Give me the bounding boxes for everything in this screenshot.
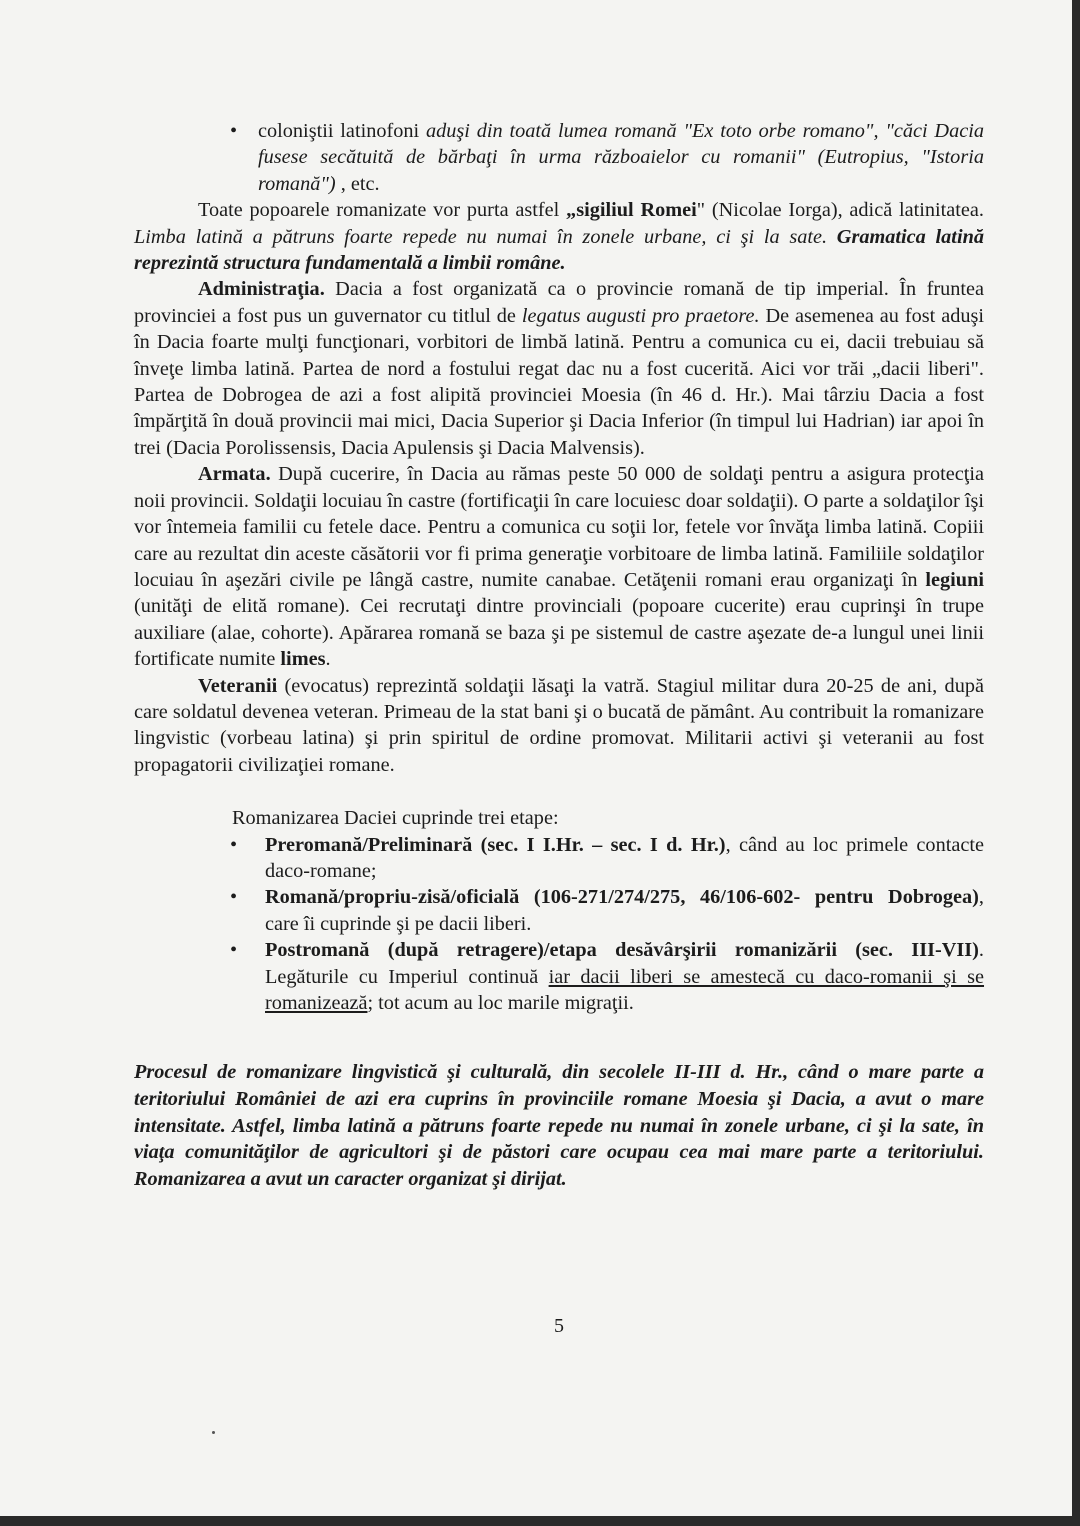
heading-armata: Armata.	[198, 463, 271, 486]
heading-veteranii: Veteranii	[198, 674, 278, 697]
paragraph-armata: Armata. După cucerire, în Dacia au rămas peste 50 000 de soldaţi pentru a asigura protecţia noii provincii. Soldaţii locuiau în castre (fortificaţii în care locuiesc doar soldaţii). O parte a soldaţilor îşi vor întemeia familii cu fetele dace. Pentru a comunica cu soţii lor, fetele vor învăţa limba latină. Copiii care au rezultat din aceste căsătorii vor fi prima generaţie vorbitoare de limba latină. Familiile soldaţilor locuiau în aşezări civile pe lângă castre, numite canabae. Cetăţenii romani erau organizaţi în legiuni (unităţi de elită romane). Cei recrutaţi dintre provinciali (popoare cucerite) erau cuprinşi în trupe auxiliare (alae, cohorte). Apărarea romană se baza şi pe sistemul de castre aşezate de-a lungul unei linii fortificate numite limes.	[134, 463, 984, 671]
intro-bullet	[134, 118, 984, 197]
bullet-dot-icon: •	[230, 833, 238, 856]
gramatica-statement: Gramatica latină reprezintă structura fundamentală a limbii române.	[134, 225, 984, 275]
sigiliul-romei: „sigiliul Romei	[566, 199, 697, 222]
stage-romana: • Romană/propriu-zisă/oficială (106-271/274/275, 46/106-602- pentru Dobrogea), care îi cuprinde şi pe dacii liberi.	[230, 886, 984, 935]
stages-lead: Romanizarea Daciei cuprinde trei etape:	[232, 807, 559, 830]
heading-administratia: Administraţia.	[198, 278, 325, 301]
stage-preromana: • Preromană/Preliminară (sec. I I.Hr. – sec. I d. Hr.), când au loc primele contacte daco-romane;	[230, 833, 984, 882]
summary-paragraph: Procesul de romanizare lingvistică şi culturală, din secolele II-III d. Hr., când o mare parte a teritoriului României de azi era cuprins în provinciile romane Moesia şi Dacia, a avut o mare intensitate. Astfel, limba latină a pătruns foarte repede nu numai în zonele urbane, ci şi la sate, în viaţa comunităţilor de agricultori şi de păstori care ocupau cea mai mare parte a teritoriului. Romanizarea a avut un caracter organizat şi dirijat.	[134, 1061, 984, 1190]
scan-speck	[212, 1431, 215, 1434]
legatus-title: legatus augusti pro praetore.	[521, 304, 760, 327]
document-page	[134, 118, 985, 1337]
page-number: 5	[554, 1315, 564, 1337]
intro-text: coloniştii latinofoni	[258, 120, 426, 142]
scan-edge-right	[1072, 0, 1080, 1526]
intro-tail: , etc.	[335, 172, 380, 195]
paragraph-veteranii: Veteranii (evocatus) reprezintă soldaţii lăsaţi la vatră. Stagiul militar dura 20-25 de ani, după care soldatul devenea veteran. Primeau de la stat bani şi o bucată de pământ. Au contribuit la romanizare lingvistic (vorbeau latina) şi prin spiritul de ordine promovat. Militarii activi şi veteranii au fost propagatorii civilizaţiei romane.	[134, 674, 984, 776]
underlined-phrase: iar dacii liberi se amestecă cu daco-romanii şi se romanizează	[265, 965, 985, 1014]
limes-term: limes	[280, 648, 326, 671]
intro-quote: aduşi din toată lumea romană "Ex toto orbe romano", "căci Dacia fusese secătuită de bărbaţi în urma războaielor cu romanii" (Eutropius, "Istoria romană")	[258, 120, 984, 195]
paragraph-sigiliul: Toate popoarele romanizate vor purta astfel „sigiliul Romei" (Nicolae Iorga), adică latinitatea. Limba latină a pătruns foarte repede nu numai în zonele urbane, ci şi la sate. Gramatica latină reprezintă structura fundamentală a limbii române.	[134, 199, 984, 275]
bullet-dot-icon: •	[230, 886, 238, 909]
bullet-dot-icon: •	[230, 120, 238, 142]
bullet-dot-icon: •	[230, 939, 238, 962]
scan-edge-bottom	[0, 1516, 1080, 1526]
stage-postromana: • Postromană (după retragere)/etapa desăvârşirii romanizării (sec. III-VII). Legăturile cu Imperiul continuă iar dacii liberi se amestecă cu daco-romanii şi se romanizează; tot acum au loc marile migraţii.	[230, 939, 985, 1014]
paragraph-administratia: Administraţia. Dacia a fost organizată ca o provincie romană de tip imperial. În fruntea provinciei a fost pus un guvernator cu titlul de legatus augusti pro praetore. De asemenea au fost aduşi în Dacia foarte mulţi funcţionari, vorbitori de limbă latină. Pentru a comunica cu ei, dacii trebuiau să înveţe limba latină. Partea de nord a fostului regat dac nu a fost cucerită. Aici vor trăi „dacii liberi". Partea de Dobrogea de azi a fost alipită provinciei Moesia (în 46 d. Hr.). Mai târziu Dacia a fost împărţită în două provincii mai mici, Dacia Superior şi Dacia Inferior (în timpul lui Hadrian) iar apoi în trei (Dacia Porolissensis, Dacia Apulensis şi Dacia Malvensis).	[134, 278, 985, 459]
legiuni-term: legiuni	[925, 568, 984, 591]
